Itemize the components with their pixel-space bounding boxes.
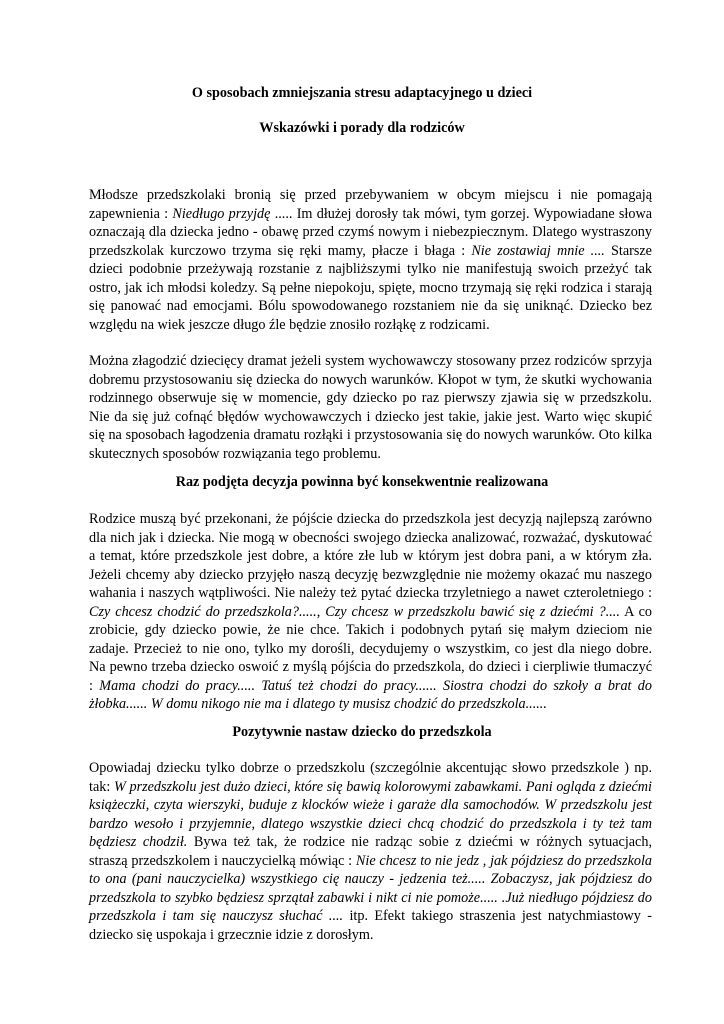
italic-text-segment: Mama chodzi do pracy..... Tatuś też chodzi do pracy...... Siostra chodzi do szkoły a brat do żłobka...... W domu nikogo nie ma i dlatego ty musisz chodzić do przedszkola...... [89, 677, 652, 712]
text-segment: Opowiadaj dziecku tylko dobrze o przedszkolu (szczególnie akcentując słowo przedszkole ) np. tak: [89, 760, 652, 795]
paragraph [89, 186, 652, 334]
text-segment: Można złagodzić dziecięcy dramat jeżeli system wychowawczy stosowany przez rodziców sprzyja dobremu przystosowaniu się dziecka do nowych warunków. Kłopot w tym, że skutki wychowania rodzinnego obserwuje się w momencie, gdy dziecko po raz pierwszy zjawia się w przedszkolu. Nie da się już cofnąć błędów wychowawczych i dziecko jest takie, jakie jest. Warto więc skupić się na sposobach łagodzenia dramatu rozłąki i przystosowania się do nowych warunków. Oto kilka skutecznych sposobów rozwiązania tego problemu. [89, 353, 652, 462]
italic-text-segment: W przedszkolu jest dużo dzieci, które się bawią kolorowymi zabawkami. Pani ogląda z dziećmi książeczki, czyta wierszyki, buduje z klocków wieże i garaże dla samochodów. W przedszkolu jest bardzo wesoło i przyjemnie, dlatego wszystkie dzieci chcą chodzić do przedszkola i ty też tam będziesz chodził. [89, 778, 652, 850]
text-segment: ..... Im dłużej dorosły tak mówi, tym gorzej. Wypowiadane słowa oznaczają dla dziecka jedno - obawę przed czymś nowym i niebezpiecznym. Dlatego wystraszony przedszkolak kurczowo trzyma się ręki mamy, płacze i błaga : [89, 205, 652, 259]
text-segment: A co zrobicie, gdy dziecko powie, że nie chce. Takich i podobnych pytań się małym dzieciom nie zadaje. Przecież to nie ono, tylko my dorośli, decydujemy o wszystkim, co jest dla niego dobre. Na pewno trzeba dziecko oswoić z myślą pójścia do przedszkola, do dzieci i cierpliwie tłumaczyć : [89, 603, 652, 694]
document-title: O sposobach zmniejszania stresu adaptacyjnego u dzieci [191, 85, 533, 101]
paragraph [89, 352, 652, 463]
italic-text-segment: Niedługo przyjdę [172, 205, 271, 222]
section-heading: Pozytywnie nastaw dziecko do przedszkola [232, 724, 492, 740]
text-segment: Starsze dzieci podobnie przeżywają rozstanie z najbliższymi tylko nie manifestują swoich przeżyć tak ostro, jak ich młodsi koledzy. Są pełne niepokoju, spięte, mocno trzymają się ręki rodzica i starają się panować nad emocjami. Bólu spowodowanego rozstaniem nie da się uniknąć. Dziecko bez względu na wiek jeszcze długo źle będzie znosiło rozłąkę z rodzicami. [89, 242, 652, 333]
italic-text-segment: Czy chcesz chodzić do przedszkola?....., Czy chcesz w przedszkolu bawić się z dziećmi ?.... [89, 603, 620, 620]
text-segment: Rodzice muszą być przekonani, że pójście dziecka do przedszkola jest decyzją najlepszą zarówno dla nich jak i dziecka. Nie mogą w obecności swojego dziecka analizować, rozważać, dyskutować a temat, które przedszkole jest dobre, a które złe lub w którym jest dobra pani, a w którym zła. Jeżeli chcemy aby dziecko przyjęło naszą decyzję bezwzględnie nie możemy okazać mu naszego wahania i naszych wątpliwości. Nie należy też pytać dziecka trzyletniego a nawet czteroletniego : [89, 511, 652, 601]
text-segment: itp. Efekt takiego straszenia jest natychmiastowy - dziecko się uspokaja i grzecznie idzie z dorosłym. [89, 908, 652, 943]
section-heading: Raz podjęta decyzja powinna być konsekwentnie realizowana [175, 474, 549, 490]
italic-text-segment: Nie chcesz to nie jedz , jak pójdziesz do przedszkola to ona (pani nauczycielka) wszystkiego cię nauczy - jedzenia też..... Zobaczysz, jak pójdziesz do przedszkola to szybko będziesz sprzątał zabawki i nikt ci nie pomoże..... .Już niedługo pójdziesz do przedszkola i tam się nauczysz słuchać .... [89, 852, 652, 924]
text-segment: Bywa też tak, że rodzice nie radząc sobie z dziećmi w różnych sytuacjach, straszą przedszkolem i nauczycielką mówiąc : [89, 834, 652, 869]
text-segment: Młodsze przedszkolaki bronią się przed przebywaniem w obcym miejscu i nie pomagają zapewnienia : [89, 187, 652, 222]
paragraph [89, 759, 652, 944]
document-subtitle: Wskazówki i porady dla rodziców [259, 120, 465, 136]
italic-text-segment: Nie zostawiaj mnie .... [471, 242, 605, 259]
paragraph [89, 510, 652, 714]
